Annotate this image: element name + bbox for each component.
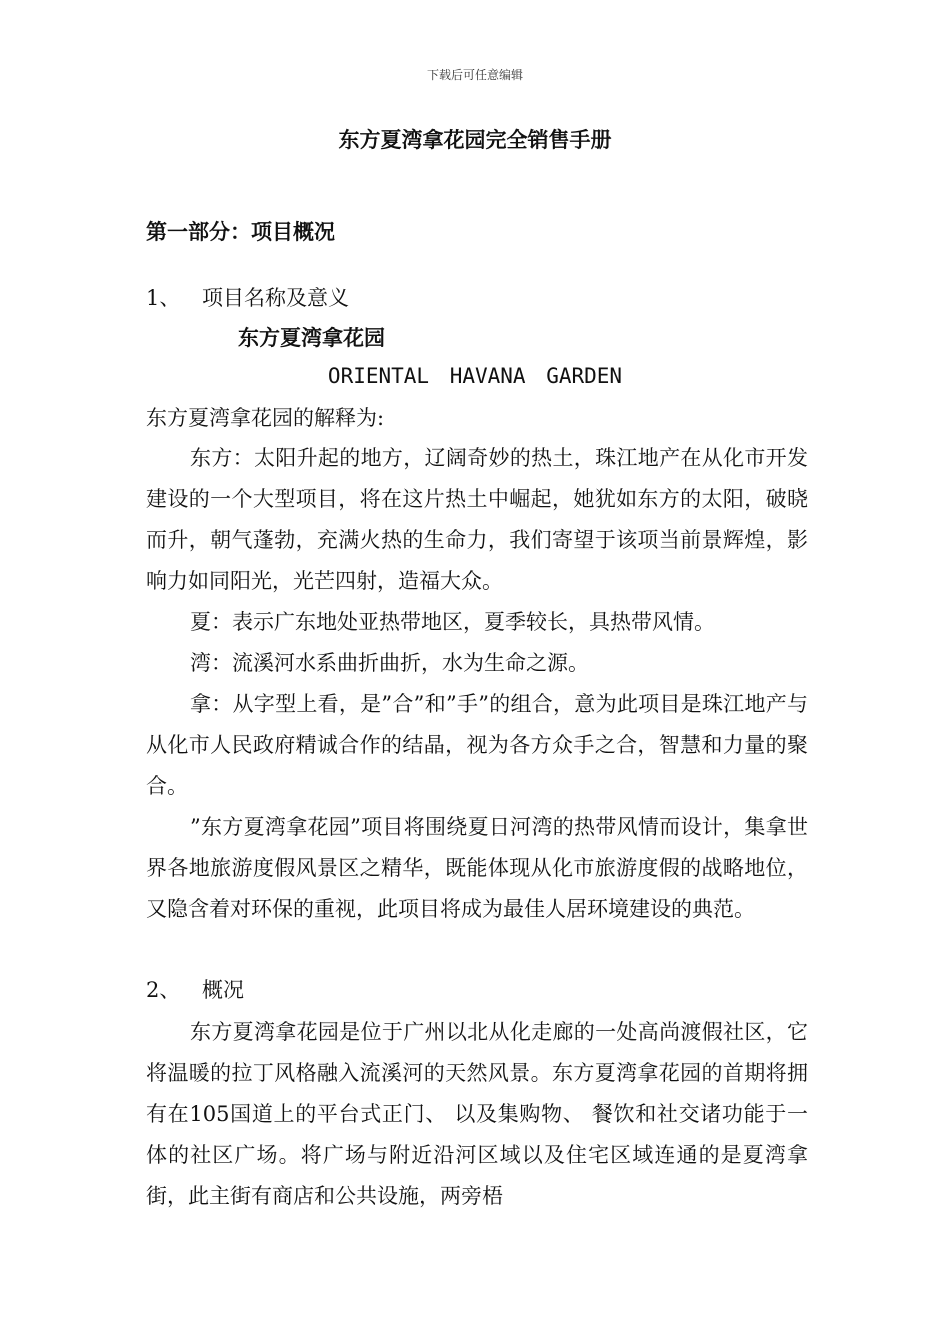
section-1-number: 1、 <box>146 286 181 310</box>
section-1-heading <box>146 282 349 312</box>
section-2-title: 概况 <box>202 978 244 1002</box>
project-name-cn: 东方夏湾拿花园 <box>238 326 385 350</box>
part-heading: 第一部分：项目概况 <box>146 220 335 244</box>
project-name-en: ORIENTAL HAVANA GARDEN <box>327 364 623 388</box>
paragraph-na: 拿：从字型上看，是”合”和”手”的组合，意为此项目是珠江地产与从化市人民政府精诚合作的结晶，视为各方众手之合，智慧和力量的聚合。 <box>146 692 808 798</box>
paragraph-xia: 夏：表示广东地处亚热带地区，夏季较长，具热带风情。 <box>190 610 715 634</box>
header-note: 下载后可任意编辑 <box>426 68 523 82</box>
paragraph-project: ”东方夏湾拿花园”项目将围绕夏日河湾的热带风情而设计，集拿世界各地旅游度假风景区之精华，既能体现从化市旅游度假的战略地位，又隐含着对环保的重视，此项目将成为最佳人居环境建设的典范。 <box>146 815 808 921</box>
document-title: 东方夏湾拿花园完全销售手册 <box>338 128 612 152</box>
section-2-heading <box>146 974 244 1004</box>
intro-line: 东方夏湾拿花园的解释为: <box>146 406 385 430</box>
section-1-title: 项目名称及意义 <box>202 286 349 310</box>
paragraph-dongfang: 东方：太阳升起的地方，辽阔奇妙的热土，珠江地产在从化市开发建设的一个大型项目，将在这片热土中崛起，她犹如东方的太阳，破晓而升，朝气蓬勃，充满火热的生命力，我们寄望于该项当前景辉煌，影响力如同阳光，光芒四射，造福大众。 <box>146 446 808 593</box>
paragraph-wan: 湾：流溪河水系曲折曲折，水为生命之源。 <box>190 651 589 675</box>
section-2-number: 2、 <box>146 978 181 1002</box>
paragraph-overview: 东方夏湾拿花园是位于广州以北从化走廊的一处高尚渡假社区，它将温暖的拉丁风格融入流溪河的天然风景。东方夏湾拿花园的首期将拥有在105国道上的平台式正门、 以及集购物、 餐饮和社交诸功能于一体的社区广场。将广场与附近沿河区域以及住宅区域连通的是夏湾拿街，此主街有商店和公共设施，两旁梧 <box>146 1020 808 1208</box>
